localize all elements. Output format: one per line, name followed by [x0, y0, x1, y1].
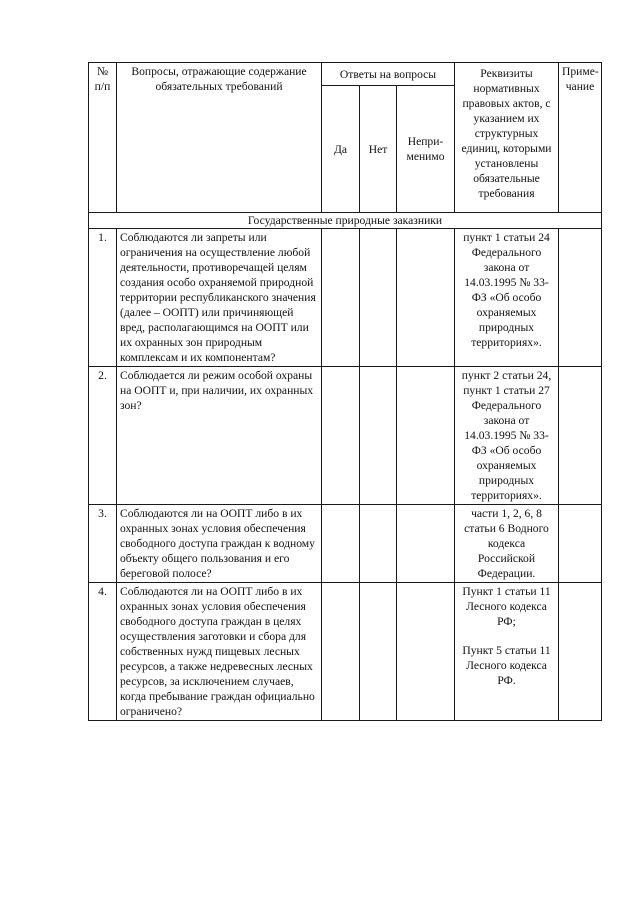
cell-not-applicable: [397, 583, 455, 721]
row-reference-2: Пункт 5 статьи 11 Лесного кодекса РФ.: [462, 644, 551, 687]
section-title: Государственные природные заказники: [89, 213, 602, 229]
table-row: [89, 229, 602, 367]
header-not-applicable: Непри-менимо: [397, 86, 455, 213]
cell-not-applicable: [397, 367, 455, 505]
checklist-table: [88, 62, 602, 721]
cell-note: [559, 505, 602, 583]
cell-no: [360, 583, 397, 721]
row-num: 4.: [89, 583, 117, 721]
row-reference: Пункт 1 статьи 11 Лесного кодекса РФ;: [462, 585, 551, 628]
row-question: Соблюдаются ли на ООПТ либо в их охранных зонах условия обеспечения свободного доступа граждан к водному объекту общего пользования и его береговой полосе?: [117, 505, 322, 583]
cell-yes: [322, 229, 360, 367]
header-no: Нет: [360, 86, 397, 213]
cell-yes: [322, 583, 360, 721]
row-question: Соблюдаются ли на ООПТ либо в их охранных зонах условия обеспечения свободного доступа граждан в целях осуществления заготовки и сбора для собственных нужд пищевых лесных ресурсов, а также недревесных лесных ресурсов, за исключением случаев, когда пребывание граждан официально ограничено?: [117, 583, 322, 721]
header-note: Приме-чание: [559, 63, 602, 213]
row-num: 2.: [89, 367, 117, 505]
header-yes: Да: [322, 86, 360, 213]
row-reference: пункт 2 статьи 24, пункт 1 статьи 27 Федерального закона от 14.03.1995 № 33-ФЗ «Об особо охраняемых природных территориях».: [455, 367, 559, 505]
header-questions: Вопросы, отражающие содержание обязательных требований: [117, 63, 322, 213]
row-num: 3.: [89, 505, 117, 583]
row-reference-cell: [455, 583, 559, 721]
cell-yes: [322, 505, 360, 583]
cell-not-applicable: [397, 229, 455, 367]
row-num: 1.: [89, 229, 117, 367]
cell-no: [360, 229, 397, 367]
header-num: № п/п: [89, 63, 117, 213]
cell-not-applicable: [397, 505, 455, 583]
cell-note: [559, 583, 602, 721]
cell-note: [559, 229, 602, 367]
row-question: Соблюдаются ли запреты или ограничения на осуществление любой деятельности, противоречащей целям создания особо охраняемой природной территории республиканского значения (далее – ООПТ) или причиняющей вред, располагающимся на ООПТ или их охранных зон природным комплексам и их компонентам?: [117, 229, 322, 367]
row-reference: части 1, 2, 6, 8 статьи 6 Водного кодекса Российской Федерации.: [455, 505, 559, 583]
table-row: [89, 505, 602, 583]
reference-gap: [458, 629, 555, 643]
section-row: [89, 213, 602, 229]
row-reference: пункт 1 статьи 24 Федерального закона от 14.03.1995 № 33-ФЗ «Об особо охраняемых природных территориях».: [455, 229, 559, 367]
table-row: [89, 583, 602, 721]
header-requisites: Реквизиты нормативных правовых актов, с указанием их структурных единиц, которыми установлены обязательные требования: [455, 63, 559, 213]
table-row: [89, 367, 602, 505]
cell-no: [360, 367, 397, 505]
row-question: Соблюдается ли режим особой охраны на ООПТ и, при наличии, их охранных зон?: [117, 367, 322, 505]
cell-note: [559, 367, 602, 505]
header-row: [89, 63, 602, 86]
header-answers: Ответы на вопросы: [322, 63, 455, 86]
cell-no: [360, 505, 397, 583]
cell-yes: [322, 367, 360, 505]
